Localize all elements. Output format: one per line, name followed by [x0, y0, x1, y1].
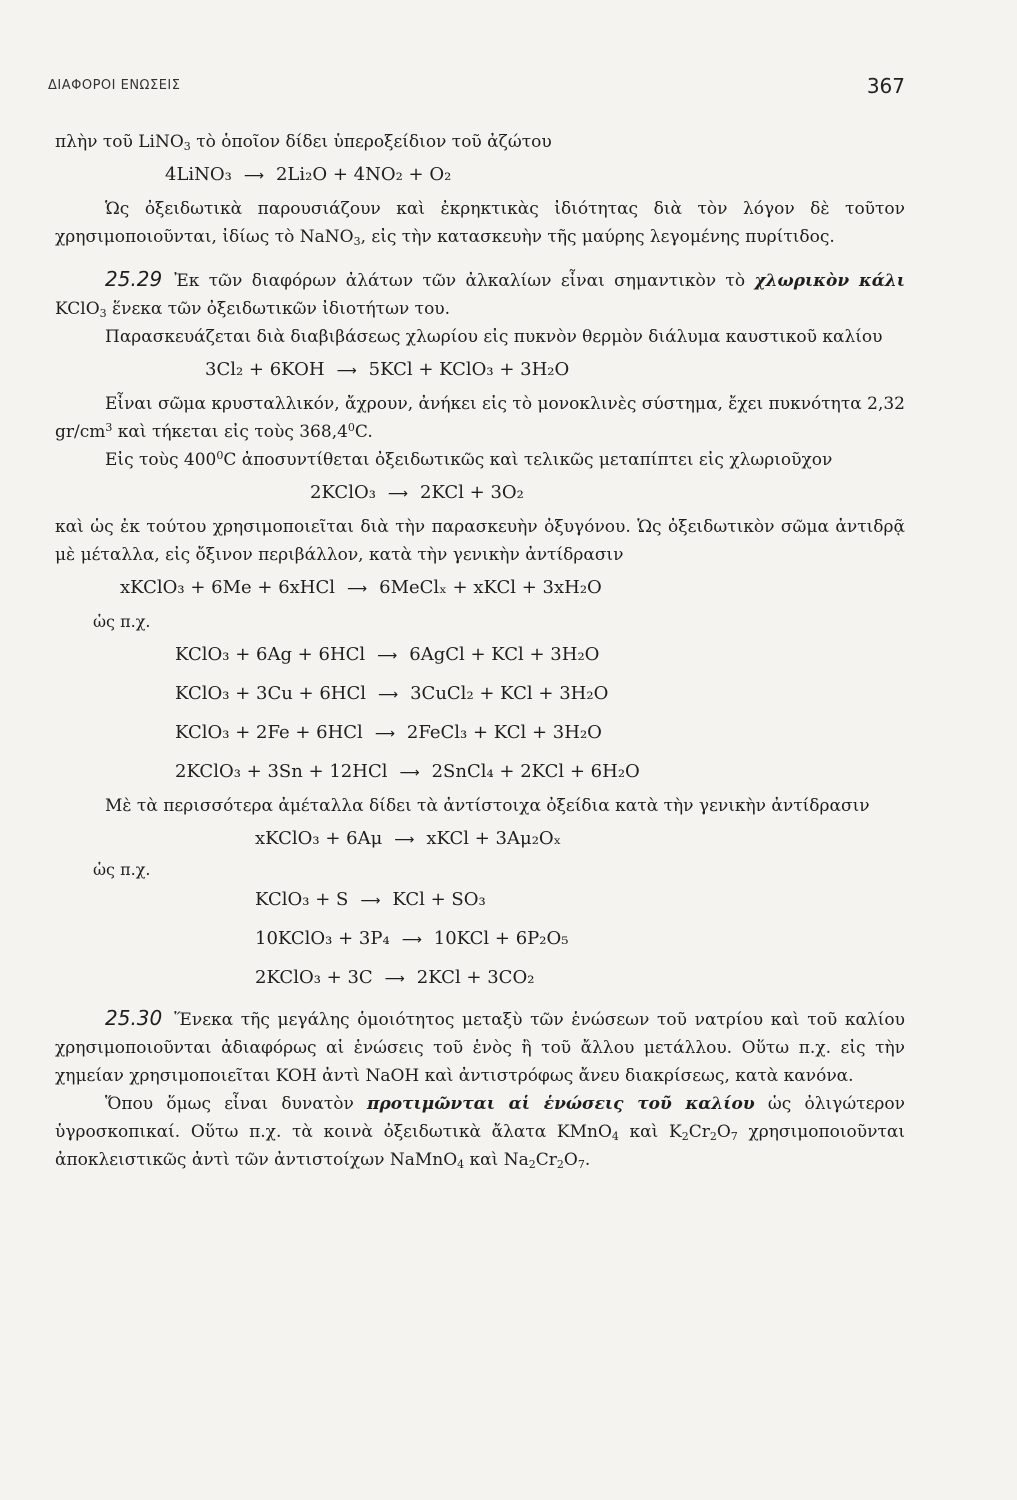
- reaction-arrow-icon: ⟶: [336, 363, 357, 379]
- equation-2: 3Cl₂ + 6KOH ⟶ 5KCl + KClO₃ + 3H₂O: [205, 359, 570, 380]
- equation-6: KClO₃ + 3Cu + 6HCl ⟶ 3CuCl₂ + KCl + 3H₂O: [175, 683, 609, 704]
- paragraph-6: Εἰς τοὺς $400^0C$ ἀποσυντίθεται ὀξειδωτικῶς καὶ τελικῶς μεταπίπτει εἰς χλωριοῦχον: [105, 449, 833, 470]
- paragraph-1: πλὴν τοῦ LiNO$_3$ τὸ ὁποῖον δίδει ὑπεροξείδιον τοῦ ἀζώτου: [55, 132, 552, 153]
- reaction-arrow-icon: ⟶: [347, 581, 368, 597]
- reaction-arrow-icon: ⟶: [394, 832, 415, 848]
- reaction-arrow-icon: ⟶: [360, 893, 381, 909]
- paragraph-8: Μὲ τὰ περισσότερα ἀμέταλλα δίδει τὰ ἀντίστοιχα ὀξείδια κατὰ τὴν γενικὴν ἀντίδρασιν: [105, 796, 870, 816]
- equation-4: xKClO₃ + 6Me + 6xHCl ⟶ 6MeClₓ + xKCl + 3xH₂O: [120, 577, 602, 598]
- reaction-arrow-icon: ⟶: [399, 765, 420, 781]
- paragraph-5: Εἶναι σῶμα κρυσταλλικόν, ἄχρουν, ἀνήκει εἰς τὸ μονοκλινὲς σύστημα, ἔχει πυκνότητα 2,32 $gr/cm^3$ καὶ τήκεται εἰς τοὺς 368,4$^0$C.: [55, 394, 905, 442]
- section-number: 25.30: [105, 1006, 163, 1030]
- paragraph-3: 25.29 Ἐκ τῶν διαφόρων ἀλάτων τῶν ἀλκαλίων εἶναι σημαντικὸν τὸ χλωρικὸν κάλι KClO$_3$ ἕνεκα τῶν ὀξειδωτικῶν ἰδιοτήτων του.: [55, 267, 905, 320]
- section-number: 25.29: [105, 267, 163, 291]
- paragraph-4: Παρασκευάζεται διὰ διαβιβάσεως χλωρίου εἰς πυκνὸν θερμὸν διάλυμα καυστικοῦ καλίου: [105, 327, 883, 347]
- equation-8: 2KClO₃ + 3Sn + 12HCl ⟶ 2SnCl₄ + 2KCl + 6H₂O: [175, 761, 640, 782]
- reaction-arrow-icon: ⟶: [384, 971, 405, 987]
- equation-11: 10KClO₃ + 3P₄ ⟶ 10KCl + 6P₂O₅: [255, 928, 569, 949]
- page-body: [55, 128, 905, 1174]
- emphasis-term: χλωρικὸν κάλι: [754, 271, 905, 291]
- reaction-arrow-icon: ⟶: [378, 687, 399, 703]
- reaction-arrow-icon: ⟶: [374, 726, 395, 742]
- equation-9: xKClO₃ + 6Aμ ⟶ xKCl + 3Aμ₂Oₓ: [255, 828, 562, 849]
- paragraph-7: καὶ ὡς ἐκ τούτου χρησιμοποιεῖται διὰ τὴν παρασκευὴν ὀξυγόνου. Ὡς ὀξειδωτικὸν σῶμα ἀντιδρᾷ μὲ μέταλλα, εἰς ὄξινον περιβάλλον, κατὰ τὴν γενικὴν ἀντίδρασιν: [55, 517, 905, 565]
- equation-10: KClO₃ + S ⟶ KCl + SO₃: [255, 889, 486, 910]
- equation-3: 2KClO₃ ⟶ 2KCl + 3O₂: [310, 482, 524, 503]
- running-title: ΔΙΑΦΟΡΟΙ ΕΝΩΣΕΙΣ: [48, 78, 181, 93]
- reaction-arrow-icon: ⟶: [387, 486, 408, 502]
- paragraph-10: Ὅπου ὅμως εἶναι δυνατὸν προτιμῶνται αἱ ἑνώσεις τοῦ καλίου ὡς ὀλιγώτερον ὑγροσκοπικαί. Οὕτω π.χ. τὰ κοινὰ ὀξειδωτικὰ ἄλατα KMnO$_4$ καὶ $K_2Cr_2O_7$ χρησιμοποιοῦνται ἀποκλειστικῶς ἀντὶ τῶν ἀντιστοίχων NaMnO$_4$ καὶ $Na_2Cr_2O_7$.: [55, 1094, 906, 1171]
- example-label: ὡς π.χ.: [93, 860, 151, 879]
- page-number: 367: [866, 74, 905, 98]
- reaction-arrow-icon: ⟶: [401, 932, 422, 948]
- equation-1: 4LiNO₃ ⟶ 2Li₂O + 4NO₂ + O₂: [165, 164, 452, 185]
- emphasis-term: προτιμῶνται αἱ ἑνώσεις τοῦ καλίου: [367, 1094, 755, 1114]
- equation-12: 2KClO₃ + 3C ⟶ 2KCl + 3CO₂: [255, 967, 535, 988]
- reaction-arrow-icon: ⟶: [243, 168, 264, 184]
- equation-7: KClO₃ + 2Fe + 6HCl ⟶ 2FeCl₃ + KCl + 3H₂O: [175, 722, 602, 743]
- reaction-arrow-icon: ⟶: [377, 648, 398, 664]
- example-label: ὡς π.χ.: [93, 612, 151, 631]
- paragraph-9: 25.30 Ἕνεκα τῆς μεγάλης ὁμοιότητος μεταξὺ τῶν ἑνώσεων τοῦ νατρίου καὶ τοῦ καλίου χρησιμοποιοῦνται ἀδιαφόρως αἱ ἑνώσεις τοῦ ἑνὸς ἢ τοῦ ἄλλου μετάλλου. Οὕτω π.χ. εἰς τὴν χημείαν χρησιμοποιεῖται KOH ἀντὶ NaOH καὶ ἀντιστρόφως ἄνευ διακρίσεως, κατὰ κανόνα.: [55, 1006, 905, 1086]
- paragraph-2: Ὡς ὀξειδωτικὰ παρουσιάζουν καὶ ἐκρηκτικὰς ἰδιότητας διὰ τὸν λόγον δὲ τοῦτον χρησιμοποιοῦνται, ἰδίως τὸ NaNO$_3$, εἰς τὴν κατασκευὴν τῆς μαύρης λεγομένης πυρίτιδος.: [55, 199, 905, 248]
- equation-5: KClO₃ + 6Ag + 6HCl ⟶ 6AgCl + KCl + 3H₂O: [175, 644, 600, 665]
